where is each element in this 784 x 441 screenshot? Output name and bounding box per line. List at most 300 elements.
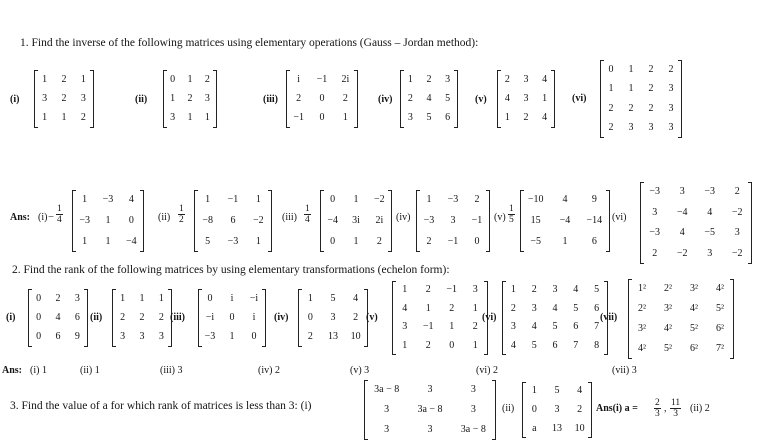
matrix-cell: 1 — [105, 235, 111, 247]
q3-matrix-ii — [522, 382, 592, 438]
matrix-cell: 1 — [105, 214, 111, 226]
q2-answer: (vii) 3 — [612, 365, 637, 376]
matrix-cell: 1 — [170, 92, 176, 104]
matrix-cell: 2 — [139, 311, 145, 323]
matrix-cell: 6 — [74, 311, 80, 323]
matrix-cell: 1 — [187, 73, 193, 85]
matrix-cell: −3 — [704, 186, 716, 198]
matrix-cell: −8 — [202, 214, 213, 226]
matrix-cell: 2i — [341, 73, 350, 85]
matrix-cell: 2 — [504, 73, 510, 85]
q1-part-label: (v) — [475, 94, 487, 105]
matrix-cell: 2 — [80, 112, 86, 124]
matrix-cell: −1 — [447, 235, 459, 247]
q2-answer: (iii) 3 — [160, 365, 183, 376]
matrix-cell: 2 — [425, 339, 431, 351]
matrix-cell: 3 — [170, 112, 176, 124]
matrix-cell: 0 — [330, 194, 336, 206]
matrix-cell: 4 — [128, 194, 134, 206]
q1-matrix — [600, 60, 682, 138]
matrix-cell: 2² — [638, 303, 646, 314]
matrix-cell: 2² — [664, 283, 672, 294]
q2-matrix — [392, 281, 488, 355]
matrix-cell: 3 — [158, 331, 164, 343]
matrix-cell: i — [230, 292, 234, 304]
matrix-cell: 2 — [55, 292, 61, 304]
q2-answer: (iv) 2 — [258, 365, 280, 376]
matrix-cell: 1 — [472, 302, 478, 314]
matrix-cell: 6² — [690, 343, 698, 354]
matrix-cell: 2 — [648, 83, 654, 95]
matrix-cell: i — [252, 311, 256, 323]
matrix-cell: 1 — [504, 112, 510, 124]
matrix-cell: 3 — [652, 206, 658, 218]
matrix-cell: 0 — [36, 311, 42, 323]
matrix-cell: 2 — [652, 247, 658, 259]
matrix-cell: 3 — [330, 311, 336, 323]
matrix-cell: 4 — [531, 321, 537, 333]
matrix-cell: 5 — [426, 112, 432, 124]
matrix-cell: 1 — [449, 321, 455, 333]
q2-matrix — [298, 289, 368, 347]
matrix-cell: 2 — [648, 102, 654, 114]
matrix-cell: 1 — [628, 63, 634, 75]
matrix-cell: 7² — [716, 343, 724, 354]
matrix-cell: 6 — [55, 331, 61, 343]
q1-part-label: (iii) — [263, 94, 278, 105]
matrix-cell: 7 — [594, 321, 600, 333]
matrix-cell: 1 — [402, 284, 408, 296]
matrix-cell: 2 — [407, 92, 413, 104]
matrix-cell: −2 — [731, 206, 743, 218]
matrix-cell: 2 — [342, 92, 348, 104]
q1-answer-matrix — [416, 190, 490, 252]
matrix-cell: 3 — [384, 404, 390, 415]
matrix-cell: −3 — [102, 194, 114, 206]
matrix-cell: 2 — [577, 403, 583, 415]
matrix-cell: 9 — [591, 194, 597, 206]
matrix-cell: 3 — [74, 292, 80, 304]
matrix-cell: −1 — [446, 284, 458, 296]
matrix-cell: 1 — [82, 194, 88, 206]
matrix-cell: −5 — [530, 235, 541, 247]
fraction-denominator: 4 — [57, 215, 62, 226]
matrix-cell: 2 — [648, 63, 654, 75]
matrix-cell: 13 — [551, 422, 562, 434]
matrix-cell: 10 — [350, 331, 361, 343]
matrix-cell: 2 — [61, 92, 67, 104]
matrix-cell: 3 — [80, 92, 86, 104]
matrix-cell: 2 — [187, 92, 193, 104]
matrix-cell: 1 — [204, 112, 210, 124]
q1-matrix — [34, 70, 94, 128]
matrix-cell: 1 — [42, 73, 48, 85]
matrix-cell: 3 — [668, 83, 674, 95]
matrix-cell: 2 — [204, 73, 210, 85]
matrix-cell: 13 — [327, 331, 338, 343]
matrix-cell: 4 — [562, 194, 568, 206]
matrix-cell: −5 — [704, 227, 716, 239]
matrix-cell: 3 — [384, 424, 390, 435]
matrix-cell: −3 — [79, 214, 90, 226]
matrix-cell: 1 — [402, 339, 408, 351]
q1-answer-label: (iii) — [282, 212, 297, 223]
q2-matrix — [628, 279, 734, 359]
q2-matrix — [28, 289, 88, 347]
q1-answer-fraction — [56, 204, 63, 226]
matrix-cell: −i — [205, 311, 215, 323]
matrix-cell: 0 — [229, 311, 235, 323]
q1-answer-matrix — [320, 190, 392, 252]
matrix-cell: 3 — [120, 331, 126, 343]
matrix-cell: 3 — [427, 384, 433, 395]
matrix-cell: a — [532, 422, 537, 434]
q2-part-label: (iv) — [274, 312, 289, 323]
q1-answer-fraction — [304, 204, 311, 226]
matrix-cell: 4 — [510, 339, 516, 351]
fraction-denominator: 5 — [509, 215, 514, 226]
matrix-cell: 4 — [353, 292, 359, 304]
matrix-cell: −2 — [676, 247, 688, 259]
matrix-cell: 3² — [664, 303, 672, 314]
matrix-cell: −1 — [422, 321, 434, 333]
fraction-numerator: 2 — [655, 398, 660, 408]
q1-answer-matrix — [194, 190, 272, 252]
matrix-cell: 2 — [120, 311, 126, 323]
matrix-cell: 0 — [474, 235, 480, 247]
q2-matrix — [112, 289, 172, 347]
matrix-cell: 3 — [407, 112, 413, 124]
matrix-cell: −3 — [649, 227, 661, 239]
matrix-cell: 2 — [376, 235, 382, 247]
q3-matrix-i — [364, 380, 496, 440]
matrix-cell: 2 — [510, 302, 516, 314]
fraction-denominator: 2 — [179, 215, 184, 226]
matrix-cell: −2 — [374, 194, 385, 206]
q3-answer-separator: , — [664, 403, 667, 414]
fraction-denominator: 4 — [305, 215, 310, 226]
matrix-cell: 0 — [36, 331, 42, 343]
matrix-cell: 3 — [523, 73, 529, 85]
matrix-cell: 6 — [591, 235, 597, 247]
fraction-numerator: 11 — [671, 398, 681, 408]
matrix-cell: 1 — [531, 385, 537, 397]
matrix-cell: 3 — [472, 284, 478, 296]
matrix-cell: 3a − 8 — [374, 384, 400, 395]
matrix-cell: 2 — [472, 321, 478, 333]
matrix-cell: 1 — [158, 292, 164, 304]
q1-answer-sign: − — [48, 212, 54, 223]
matrix-cell: −2 — [253, 214, 264, 226]
matrix-cell: 4 — [426, 92, 432, 104]
fraction-numerator: 1 — [305, 204, 310, 214]
matrix-cell: −1 — [293, 112, 304, 124]
q2-answers-label: Ans: — [2, 365, 23, 376]
matrix-cell: 1 — [472, 339, 478, 351]
q1-title: 1. Find the inverse of the following matrices using elementary operations (Gauss – Jordan method): — [20, 37, 479, 49]
matrix-cell: 2 — [474, 194, 480, 206]
matrix-cell: 0 — [449, 339, 455, 351]
q3-part2-label: (ii) — [502, 403, 515, 414]
q2-part-label: (ii) — [90, 312, 103, 323]
q3-answer-fraction-2 — [670, 398, 681, 420]
q1-matrix — [286, 70, 358, 128]
matrix-cell: 2 — [668, 63, 674, 75]
matrix-cell: 3 — [648, 122, 654, 134]
q1-answer-label: (v) — [494, 212, 506, 223]
matrix-cell: 2 — [61, 73, 67, 85]
matrix-cell: 1 — [426, 194, 432, 206]
matrix-cell: 5² — [690, 323, 698, 334]
matrix-cell: 4 — [573, 284, 579, 296]
matrix-cell: 4² — [638, 343, 646, 354]
matrix-cell: 6 — [230, 214, 236, 226]
matrix-cell: 2 — [158, 311, 164, 323]
matrix-cell: 3 — [668, 102, 674, 114]
matrix-cell: −2 — [731, 247, 743, 259]
matrix-cell: 3 — [707, 247, 713, 259]
matrix-cell: 0 — [330, 235, 336, 247]
matrix-cell: 3 — [510, 321, 516, 333]
matrix-cell: −3 — [227, 235, 239, 247]
matrix-cell: 5 — [554, 385, 560, 397]
matrix-cell: 15 — [530, 214, 541, 226]
q2-matrix — [502, 281, 608, 355]
matrix-cell: 0 — [531, 403, 537, 415]
matrix-cell: 5 — [531, 339, 537, 351]
q3-title: 3. Find the value of a for which rank of matrices is less than 3: (i) — [10, 400, 312, 412]
matrix-cell: 1 — [61, 112, 67, 124]
q3-answer-label: Ans(i) a = — [596, 403, 638, 414]
matrix-cell: 5² — [716, 303, 724, 314]
fraction-denominator: 3 — [673, 409, 678, 420]
q1-answers-label: Ans: — [10, 212, 31, 223]
q2-answer: (vi) 2 — [476, 365, 498, 376]
matrix-cell: 3 — [402, 321, 408, 333]
matrix-cell: 3 — [42, 92, 48, 104]
q3-answer-fraction-1 — [654, 398, 661, 420]
q1-answer-label: (vi) — [612, 212, 627, 223]
matrix-cell: 4 — [55, 311, 61, 323]
matrix-cell: 0 — [251, 331, 257, 343]
matrix-cell: 1 — [42, 112, 48, 124]
matrix-cell: −14 — [586, 214, 603, 226]
matrix-cell: 3 — [523, 92, 529, 104]
q1-matrix — [400, 70, 458, 128]
matrix-cell: 5 — [552, 321, 558, 333]
q1-part-label: (i) — [10, 94, 20, 105]
matrix-cell: 4 — [552, 302, 558, 314]
matrix-cell: −4 — [676, 206, 688, 218]
q2-answer: (v) 3 — [350, 365, 370, 376]
matrix-cell: 1 — [307, 292, 313, 304]
matrix-cell: 3 — [668, 122, 674, 134]
fraction-denominator: 3 — [655, 409, 660, 420]
matrix-cell: 3 — [628, 122, 634, 134]
q2-title: 2. Find the rank of the following matrices by using elementary transformations (echelon form): — [12, 264, 450, 276]
matrix-cell: 1 — [510, 284, 516, 296]
q1-answer-label: (iv) — [396, 212, 411, 223]
matrix-cell: 4² — [716, 283, 724, 294]
matrix-cell: 1 — [80, 73, 86, 85]
matrix-cell: −3 — [447, 194, 459, 206]
matrix-cell: 3 — [470, 384, 476, 395]
q1-part-label: (vi) — [572, 93, 587, 104]
matrix-cell: 6 — [552, 339, 558, 351]
matrix-cell: −4 — [126, 235, 137, 247]
matrix-cell: 4 — [504, 92, 510, 104]
matrix-cell: 2 — [449, 302, 455, 314]
matrix-cell: 3 — [679, 186, 685, 198]
matrix-cell: 1 — [608, 83, 614, 95]
matrix-cell: 4 — [402, 302, 408, 314]
matrix-cell: 3² — [690, 283, 698, 294]
q1-answer-fraction — [508, 204, 515, 226]
matrix-cell: 3 — [139, 331, 145, 343]
matrix-cell: 6 — [445, 112, 451, 124]
matrix-cell: 1² — [638, 283, 646, 294]
matrix-cell: 2 — [608, 102, 614, 114]
q1-answer-matrix — [640, 182, 752, 264]
q1-answer-label: (ii) — [158, 212, 171, 223]
matrix-cell: 3a − 8 — [417, 404, 443, 415]
matrix-cell: 4 — [679, 227, 685, 239]
matrix-cell: 1 — [82, 235, 88, 247]
fraction-numerator: 1 — [57, 204, 62, 214]
matrix-cell: 3 — [445, 73, 451, 85]
matrix-cell: 6² — [716, 323, 724, 334]
matrix-cell: 0 — [128, 214, 134, 226]
matrix-cell: 2 — [628, 102, 634, 114]
matrix-cell: 1 — [542, 92, 548, 104]
matrix-cell: 0 — [319, 92, 325, 104]
matrix-cell: 4 — [542, 73, 548, 85]
matrix-cell: 3 — [554, 403, 560, 415]
q2-part-label: (v) — [366, 312, 378, 323]
matrix-cell: 6 — [594, 302, 600, 314]
matrix-cell: 2 — [296, 92, 302, 104]
matrix-cell: 3 — [531, 302, 537, 314]
matrix-cell: 2 — [426, 73, 432, 85]
q2-answer: (ii) 1 — [80, 365, 100, 376]
q2-part-label: (vi) — [482, 312, 497, 323]
matrix-cell: 5² — [664, 343, 672, 354]
matrix-cell: 1 — [353, 235, 359, 247]
q1-answer-fraction — [178, 204, 185, 226]
matrix-cell: 4 — [542, 112, 548, 124]
matrix-cell: 1 — [407, 73, 413, 85]
matrix-cell: −4 — [327, 214, 338, 226]
matrix-cell: 9 — [74, 331, 80, 343]
matrix-cell: 1 — [229, 331, 235, 343]
matrix-cell: 1 — [255, 194, 261, 206]
matrix-cell: 1 — [205, 194, 211, 206]
q3-answer-tail: (ii) 2 — [690, 403, 710, 414]
matrix-cell: 2 — [734, 186, 740, 198]
matrix-cell: 0 — [319, 112, 325, 124]
q2-answer: (i) 1 — [30, 365, 47, 376]
matrix-cell: 0 — [170, 73, 176, 85]
matrix-cell: 1 — [562, 235, 568, 247]
matrix-cell: 3 — [204, 92, 210, 104]
matrix-cell: 4 — [707, 206, 713, 218]
q1-part-label: (iv) — [378, 94, 393, 105]
matrix-cell: 0 — [608, 63, 614, 75]
matrix-cell: −4 — [559, 214, 571, 226]
matrix-cell: 3 — [552, 284, 558, 296]
matrix-cell: 2 — [531, 284, 537, 296]
matrix-cell: 0 — [207, 292, 213, 304]
q1-answer-label: (i) — [38, 212, 48, 223]
matrix-cell: 4² — [690, 303, 698, 314]
matrix-cell: 5 — [445, 92, 451, 104]
matrix-cell: 0 — [307, 311, 313, 323]
matrix-cell: 8 — [594, 339, 600, 351]
matrix-cell: 2 — [523, 112, 529, 124]
matrix-cell: 1 — [353, 194, 359, 206]
q1-answer-matrix — [520, 190, 610, 252]
matrix-cell: 1 — [628, 83, 634, 95]
q2-part-label: (iii) — [170, 312, 185, 323]
matrix-cell: 6 — [573, 321, 579, 333]
matrix-cell: −3 — [204, 331, 216, 343]
matrix-cell: 4 — [577, 385, 583, 397]
matrix-cell: −1 — [316, 73, 328, 85]
matrix-cell: 2 — [353, 311, 359, 323]
matrix-cell: −1 — [227, 194, 239, 206]
matrix-cell: 1 — [425, 302, 431, 314]
matrix-cell: 5 — [330, 292, 336, 304]
matrix-cell: 3i — [352, 214, 360, 226]
matrix-cell: −3 — [649, 186, 661, 198]
matrix-cell: 1 — [255, 235, 261, 247]
fraction-numerator: 1 — [509, 204, 514, 214]
matrix-cell: −i — [249, 292, 259, 304]
matrix-cell: −10 — [527, 194, 544, 206]
matrix-cell: 3 — [470, 404, 476, 415]
matrix-cell: 2 — [307, 331, 313, 343]
matrix-cell: 2 — [608, 122, 614, 134]
matrix-cell: 0 — [36, 292, 42, 304]
matrix-cell: 5 — [594, 284, 600, 296]
q1-part-label: (ii) — [135, 94, 148, 105]
matrix-cell: 3 — [427, 424, 433, 435]
matrix-cell: 3² — [638, 323, 646, 334]
matrix-cell: 2i — [375, 214, 384, 226]
q1-answer-matrix — [72, 190, 144, 252]
matrix-cell: 3a − 8 — [460, 424, 486, 435]
fraction-numerator: 1 — [179, 204, 184, 214]
matrix-cell: −1 — [471, 214, 483, 226]
matrix-cell: i — [297, 73, 301, 85]
matrix-cell: 7 — [573, 339, 579, 351]
matrix-cell: 5 — [573, 302, 579, 314]
matrix-cell: 3 — [450, 214, 456, 226]
matrix-cell: 1 — [120, 292, 126, 304]
matrix-cell: 4² — [664, 323, 672, 334]
q1-matrix — [497, 70, 555, 128]
matrix-cell: 10 — [574, 422, 585, 434]
matrix-cell: 2 — [425, 284, 431, 296]
matrix-cell: 1 — [139, 292, 145, 304]
q2-part-label: (i) — [6, 312, 16, 323]
q2-part-label: (vii) — [600, 312, 618, 323]
matrix-cell: 1 — [342, 112, 348, 124]
matrix-cell: 3 — [734, 227, 740, 239]
matrix-cell: 2 — [426, 235, 432, 247]
q1-matrix — [163, 70, 217, 128]
matrix-cell: −3 — [423, 214, 435, 226]
